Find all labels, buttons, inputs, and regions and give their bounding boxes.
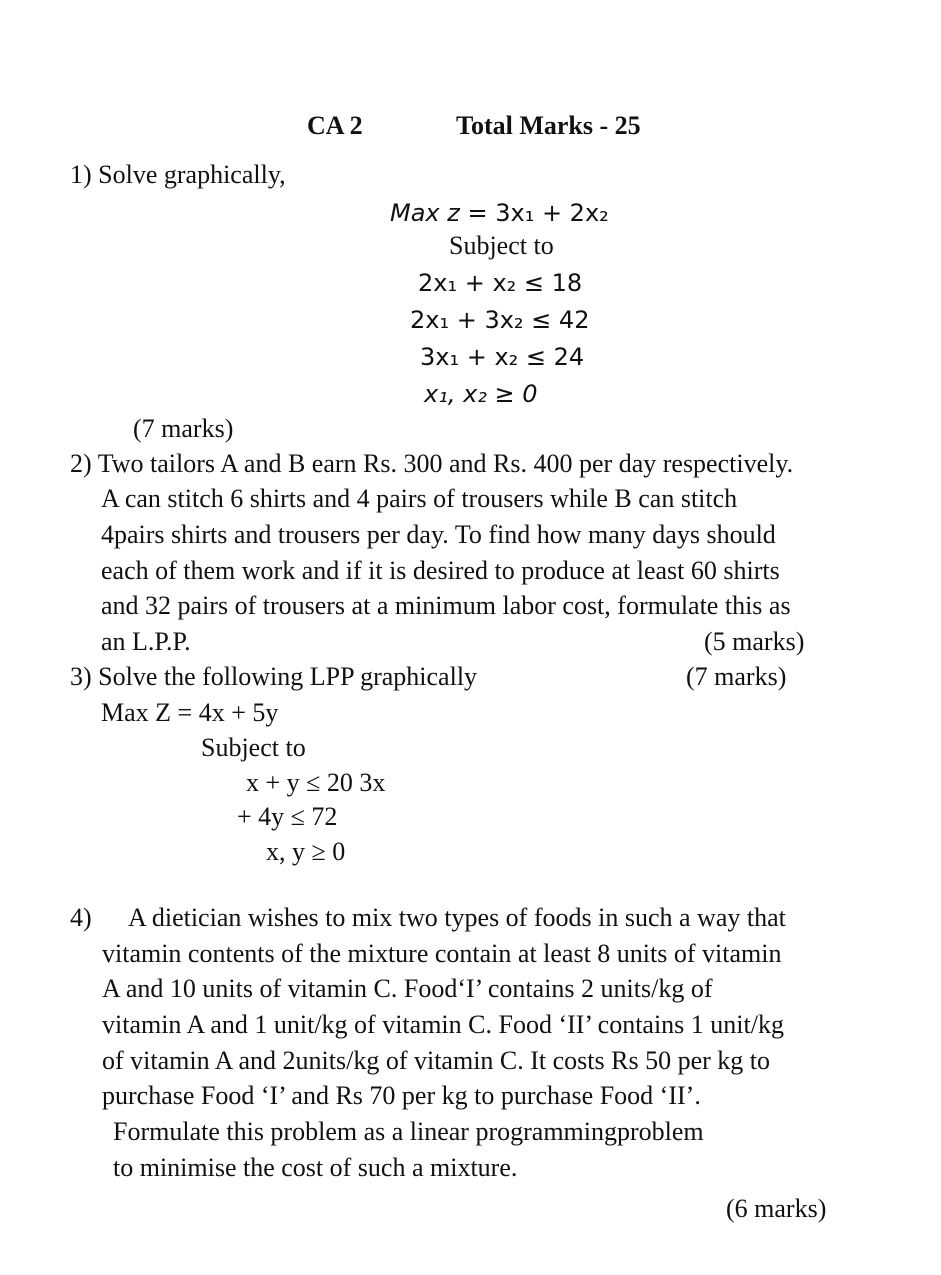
q3-constraint: + 4y ≤ 72: [237, 802, 338, 831]
q3-constraint: x + y ≤ 20 3x: [246, 768, 386, 797]
q2-marks: (5 marks): [704, 627, 805, 656]
doc-code: CA 2: [307, 111, 363, 140]
q1-constraint: 3x₁ + x₂ ≤ 24: [420, 343, 585, 371]
q1-constraint: x₁, x₂ ≥ 0: [424, 380, 538, 408]
q3-subject-to: Subject to: [201, 733, 306, 762]
q1-constraint: 2x₁ + 3x₂ ≤ 42: [410, 306, 590, 334]
q1-marks: (7 marks): [133, 414, 234, 443]
q4-line: A and 10 units of vitamin C. Food‘I’ contains 2 units/kg of: [102, 974, 713, 1003]
q4-line: to minimise the cost of such a mixture.: [113, 1153, 518, 1182]
q4-line: vitamin contents of the mixture contain at least 8 units of vitamin: [102, 939, 782, 968]
q1-subject-to: Subject to: [449, 231, 554, 260]
q3-constraint: x, y ≥ 0: [266, 837, 346, 866]
q4-line: purchase Food ‘I’ and Rs 70 per kg to purchase Food ‘II’.: [102, 1081, 701, 1110]
q1-objective-rhs: = 3x₁ + 2x₂: [467, 199, 609, 227]
q2-line: an L.P.P.: [101, 627, 191, 656]
total-marks: Total Marks - 25: [456, 111, 641, 140]
q2-line: A can stitch 6 shirts and 4 pairs of trousers while B can stitch: [101, 484, 738, 513]
q1-constraint: 2x₁ + x₂ ≤ 18: [418, 269, 583, 297]
q1-objective-lhs: Max z: [390, 199, 460, 227]
q4-line: A dietician wishes to mix two types of foods in such a way that: [128, 903, 786, 932]
q2-line: each of them work and if it is desired to produce at least 60 shirts: [101, 556, 780, 585]
q4-marks: (6 marks): [726, 1194, 827, 1223]
q1-intro: 1) Solve graphically,: [70, 160, 286, 189]
q2-line: 2) Two tailors A and B earn Rs. 300 and Rs. 400 per day respectively.: [70, 449, 794, 478]
q3-objective: Max Z = 4x + 5y: [101, 698, 279, 727]
q1-objective: [390, 198, 609, 228]
q2-line: 4pairs shirts and trousers per day. To find how many days should: [101, 520, 776, 549]
q4-line: of vitamin A and 2units/kg of vitamin C. It costs Rs 50 per kg to: [102, 1046, 771, 1075]
q3-intro: 3) Solve the following LPP graphically: [70, 662, 478, 691]
q4-number: 4): [70, 903, 92, 932]
q4-line: vitamin A and 1 unit/kg of vitamin C. Food ‘II’ contains 1 unit/kg: [102, 1010, 784, 1039]
q2-line: and 32 pairs of trousers at a minimum labor cost, formulate this as: [101, 591, 791, 620]
q4-line: Formulate this problem as a linear programmingproblem: [113, 1117, 704, 1146]
q3-marks: (7 marks): [686, 662, 787, 691]
